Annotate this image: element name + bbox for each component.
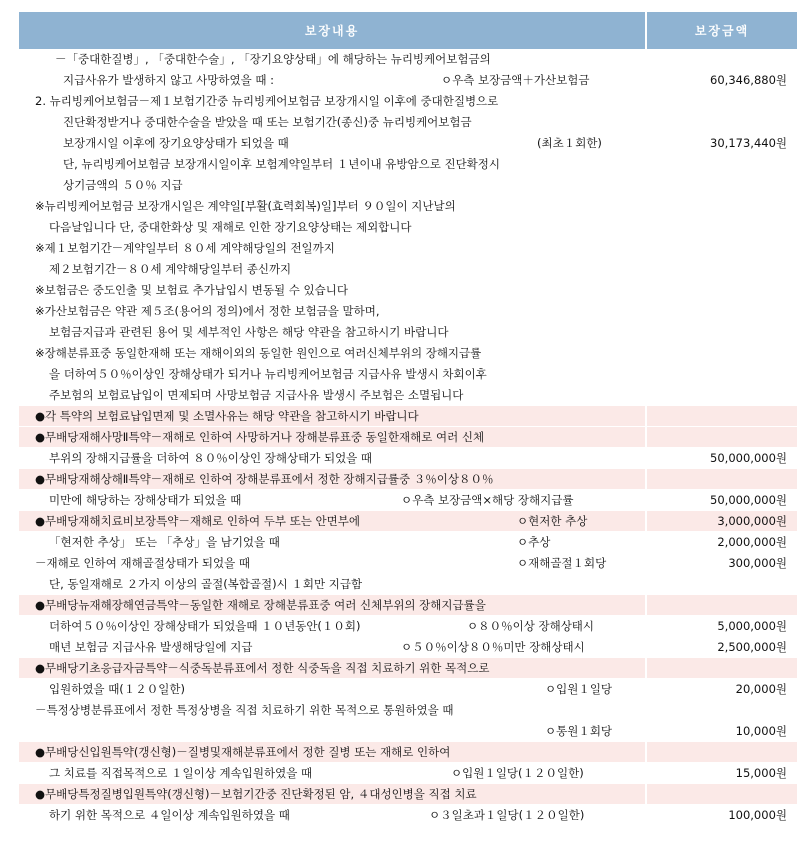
coverage-text: ㅇ현저한 추상	[517, 514, 588, 528]
coverage-row	[19, 763, 797, 784]
coverage-row	[19, 742, 797, 763]
coverage-row	[19, 385, 797, 406]
coverage-text: 상기금액의 ５０％ 지급	[63, 178, 183, 192]
coverage-text: ㅇ입원１일당	[545, 682, 613, 696]
coverage-row	[19, 805, 797, 826]
coverage-text: ※보험금은 중도인출 및 보험료 추가납입시 변동될 수 있습니다	[35, 283, 348, 297]
coverage-row	[19, 511, 797, 532]
coverage-row	[19, 427, 797, 448]
coverage-text: 입원하였을 때(１２０일한)	[49, 682, 185, 696]
coverage-text: ●무배당특정질병입원특약(갱신형)－보험기간중 진단확정된 암, ４대성인병을 직접 치료	[35, 787, 477, 801]
coverage-text: ㅇ５０％이상８０％미만 장해상태시	[401, 640, 585, 654]
coverage-row	[19, 469, 797, 490]
coverage-text: ㅇ８０％이상 장해상태시	[467, 619, 595, 633]
coverage-amount: 50,000,000원	[710, 451, 787, 465]
coverage-row	[19, 637, 797, 658]
coverage-row	[19, 112, 797, 133]
coverage-text: 보험금지급과 관련된 용어 및 세부적인 사항은 해당 약관을 참고하시기 바랍니다	[49, 325, 449, 339]
coverage-row	[19, 700, 797, 721]
coverage-amount: 2,000,000원	[717, 535, 787, 549]
coverage-row	[19, 322, 797, 343]
coverage-amount: 100,000원	[728, 808, 787, 822]
coverage-row	[19, 49, 797, 70]
coverage-row	[19, 217, 797, 238]
coverage-row	[19, 406, 797, 427]
coverage-text: ㅇ３일초과１일당(１２０일한)	[429, 808, 585, 822]
coverage-text: ㅇ우측 보장금액×해당 장해지급률	[401, 493, 574, 507]
coverage-text: 「현저한 추상」 또는 「추상」을 남기었을 때	[49, 535, 280, 549]
coverage-row	[19, 490, 797, 511]
coverage-row	[19, 154, 797, 175]
coverage-text: ●각 특약의 보험료납입면제 및 소멸사유는 해당 약관을 참고하시기 바랍니다	[35, 409, 419, 423]
coverage-text: 을 더하여５０％이상인 장해상태가 되거나 뉴리빙케어보험금 지급사유 발생시 차회이후	[49, 367, 487, 381]
coverage-row	[19, 595, 797, 616]
coverage-row	[19, 343, 797, 364]
coverage-text: ●무배당재해사망Ⅱ특약－재해로 인하여 사망하거나 장해분류표중 동일한재해로 여러 신체	[35, 430, 485, 444]
coverage-rows	[19, 49, 797, 826]
coverage-amount: 10,000원	[735, 724, 787, 738]
coverage-amount: 30,173,440원	[710, 136, 787, 150]
coverage-text: 지급사유가 발생하지 않고 사망하였을 때 :	[63, 73, 275, 87]
coverage-text: ㅇ통원１회당	[545, 724, 613, 738]
coverage-text: ㅇ입원１일당(１２０일한)	[451, 766, 584, 780]
coverage-row	[19, 679, 797, 700]
coverage-text: ㅇ우측 보장금액＋가산보험금	[441, 73, 590, 87]
coverage-row	[19, 280, 797, 301]
coverage-row	[19, 259, 797, 280]
coverage-row	[19, 196, 797, 217]
coverage-text: ●무배당재해상해Ⅱ특약－재해로 인하여 장해분류표에서 정한 장해지급률중 ３％이상８０％	[35, 472, 494, 486]
coverage-text: ※뉴리빙케어보험금 보장개시일은 계약일[부활(효력회복)일]부터 ９０일이 지난날의	[35, 199, 456, 213]
coverage-text: 보장개시일 이후에 장기요양상태가 되었을 때	[63, 136, 289, 150]
coverage-text: 부위의 장해지급률을 더하여 ８０％이상인 장해상태가 되었을 때	[49, 451, 373, 465]
coverage-text: 미만에 해당하는 장해상태가 되었을 때	[49, 493, 242, 507]
coverage-row	[19, 448, 797, 469]
coverage-text: 다음날입니다 단, 중대한화상 및 재해로 인한 장기요양상태는 제외합니다	[49, 220, 412, 234]
coverage-text: 진단확정받거나 중대한수술을 받았을 때 또는 보험기간(종신)중 뉴리빙케어보험금	[63, 115, 472, 129]
coverage-row	[19, 301, 797, 322]
coverage-row	[19, 532, 797, 553]
header-coverage-content: 보장내용	[19, 12, 645, 49]
coverage-amount: 50,000,000원	[710, 493, 787, 507]
header-coverage-amount: 보장금액	[647, 12, 797, 49]
coverage-text: ※가산보험금은 약관 제５조(용어의 정의)에서 정한 보험금을 말하며,	[35, 304, 380, 318]
coverage-text: ●무배당신입원특약(갱신형)－질병및재해분류표에서 정한 질병 또는 재해로 인하여	[35, 745, 451, 759]
coverage-text: －재해로 인하여 재해골절상태가 되었을 때	[35, 556, 250, 570]
coverage-text: 그 치료를 직접목적으로 １일이상 계속입원하였을 때	[49, 766, 313, 780]
coverage-text: ※제１보험기간－계약일부터 ８０세 계약해당일의 전일까지	[35, 241, 335, 255]
coverage-row	[19, 364, 797, 385]
coverage-text: ㅇ추상	[517, 535, 551, 549]
coverage-row	[19, 238, 797, 259]
coverage-amount: 3,000,000원	[717, 514, 787, 528]
coverage-text: ●무배당재해치료비보장특약－재해로 인하여 두부 또는 안면부에	[35, 514, 360, 528]
coverage-row	[19, 553, 797, 574]
coverage-text: ㅇ재해골절１회당	[517, 556, 607, 570]
coverage-text: ●무배당뉴재해장해연금특약－동일한 재해로 장해분류표중 여러 신체부위의 장해지급률을	[35, 598, 486, 612]
coverage-amount: 5,000,000원	[717, 619, 787, 633]
coverage-text: 2. 뉴리빙케어보험금－제１보험기간중 뉴리빙케어보험금 보장개시일 이후에 중대한질병으로	[35, 94, 499, 108]
coverage-text: 매년 보험금 지급사유 발생해당일에 지급	[49, 640, 253, 654]
coverage-amount: 15,000원	[735, 766, 787, 780]
coverage-row	[19, 784, 797, 805]
coverage-row	[19, 658, 797, 679]
coverage-text: ●무배당기초응급자금특약－식중독분류표에서 정한 식중독을 직접 치료하기 위한 목적으로	[35, 661, 490, 675]
coverage-text: －「중대한질병」, 「중대한수술」, 「장기요양상태」에 해당하는 뉴리빙케어보험금의	[55, 52, 491, 66]
coverage-text: 단, 뉴리빙케어보험금 보장개시일이후 보험계약일부터 １년이내 유방암으로 진단확정시	[63, 157, 501, 171]
coverage-row	[19, 133, 797, 154]
coverage-text: 단, 동일재해로 ２가지 이상의 골절(복합골절)시 １회만 지급함	[49, 577, 363, 591]
coverage-text: 제２보험기간－８０세 계약해당일부터 종신까지	[49, 262, 292, 276]
coverage-text: (최초１회한)	[537, 136, 602, 150]
coverage-row	[19, 721, 797, 742]
coverage-row	[19, 616, 797, 637]
coverage-text: ※장해분류표중 동일한재해 또는 재해이외의 동일한 원인으로 여러신체부위의 장해지급률	[35, 346, 482, 360]
coverage-row	[19, 175, 797, 196]
coverage-text: 주보험의 보험료납입이 면제되며 사망보험금 지급사유 발생시 주보험은 소멸됩니다	[49, 388, 464, 402]
coverage-text: 더하여５０％이상인 장해상태가 되었을때 １０년동안(１０회)	[49, 619, 361, 633]
column-divider	[645, 49, 647, 851]
coverage-amount: 60,346,880원	[710, 73, 787, 87]
coverage-row	[19, 574, 797, 595]
coverage-amount: 20,000원	[735, 682, 787, 696]
coverage-amount: 300,000원	[728, 556, 787, 570]
coverage-row	[19, 91, 797, 112]
coverage-text: 하기 위한 목적으로 ４일이상 계속입원하였을 때	[49, 808, 290, 822]
coverage-text: －특정상병분류표에서 정한 특정상병을 직접 치료하기 위한 목적으로 통원하였을 때	[35, 703, 454, 717]
coverage-amount: 2,500,000원	[717, 640, 787, 654]
coverage-row	[19, 70, 797, 91]
